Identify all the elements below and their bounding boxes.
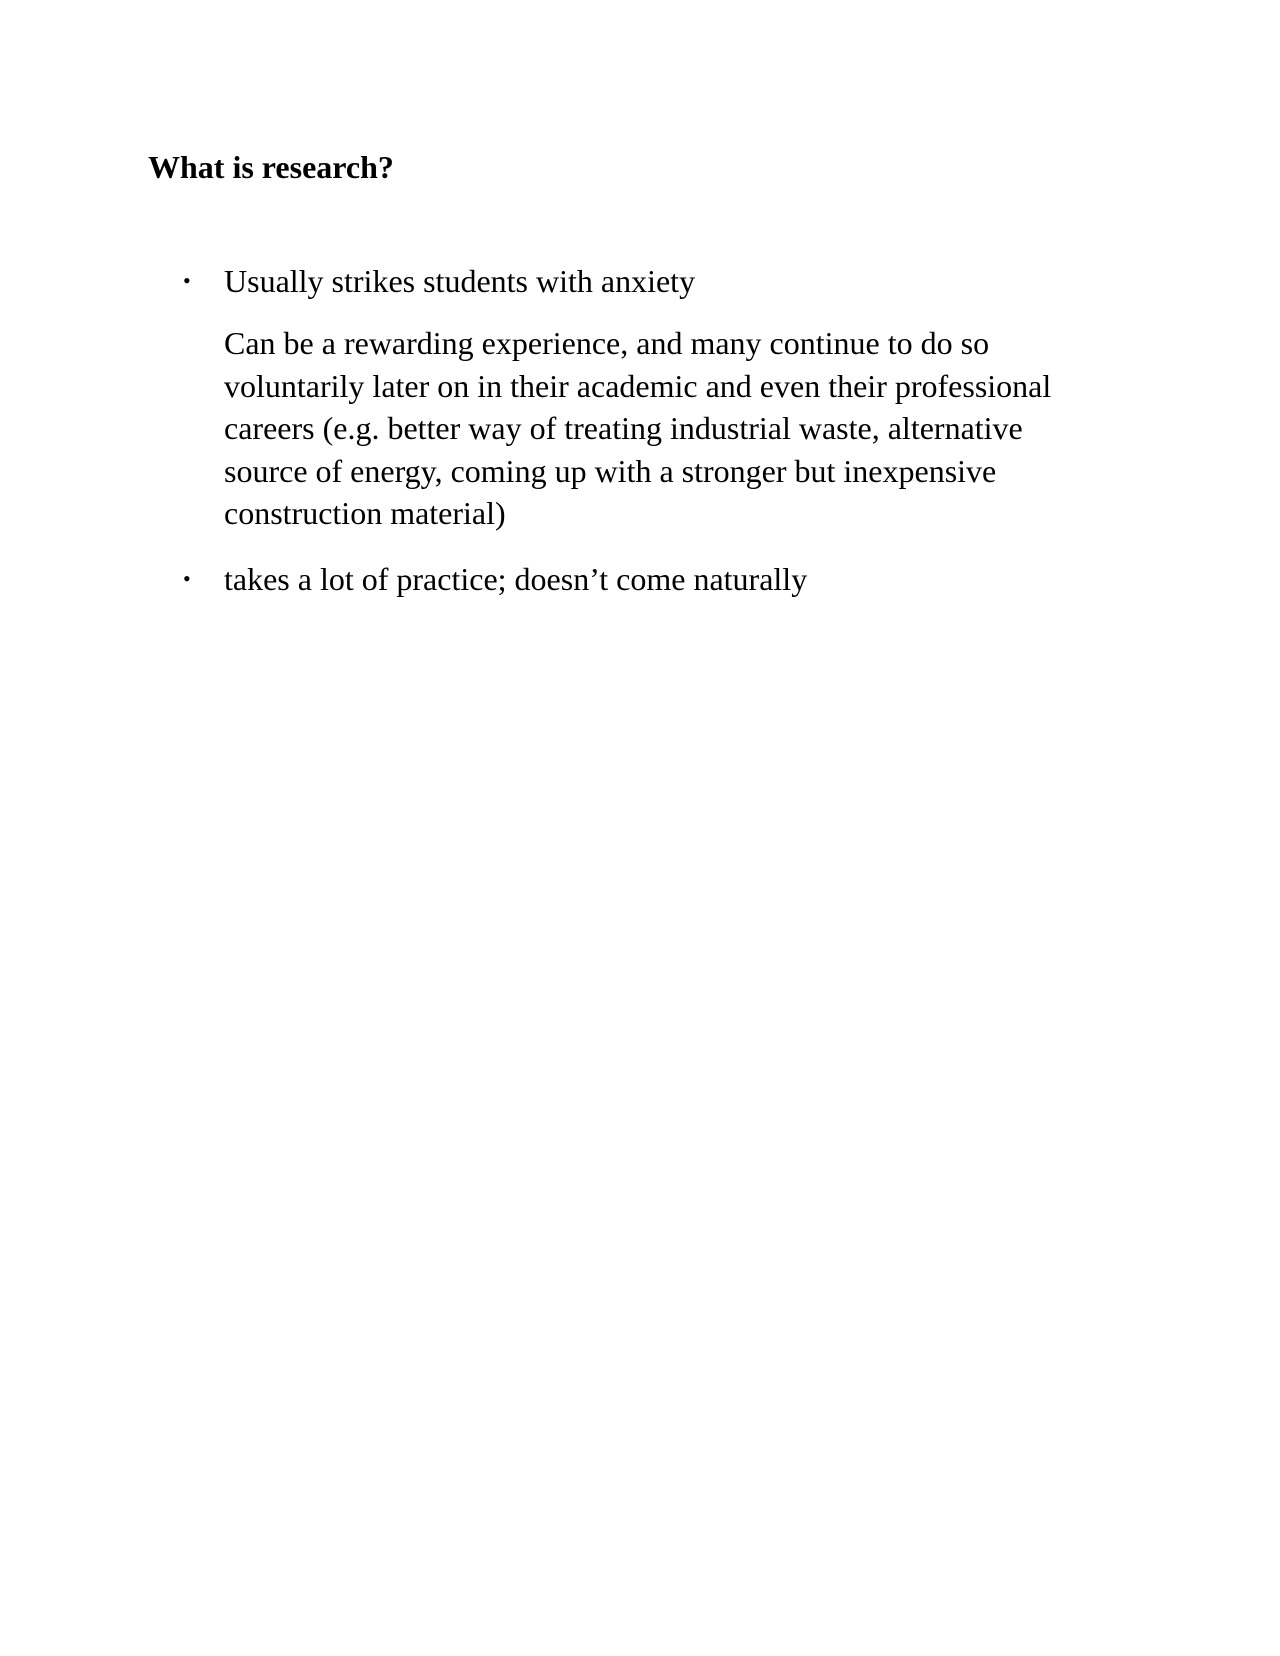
bullet-icon: • [183,566,191,591]
list-item-paragraph: Can be a rewarding experience, and many continue to do so voluntarily later on in their academic and even their professional careers (e.g. better way of treating industrial waste, alternative source of energy, coming up with a stronger but inexpensive construction material) [224,325,1052,531]
list-item-text: takes a lot of practice; doesn’t come naturally [224,561,808,597]
bullet-icon: • [183,268,191,293]
list-item-text: Usually strikes students with anxiety [224,263,696,299]
document-heading: What is research? [148,149,394,185]
